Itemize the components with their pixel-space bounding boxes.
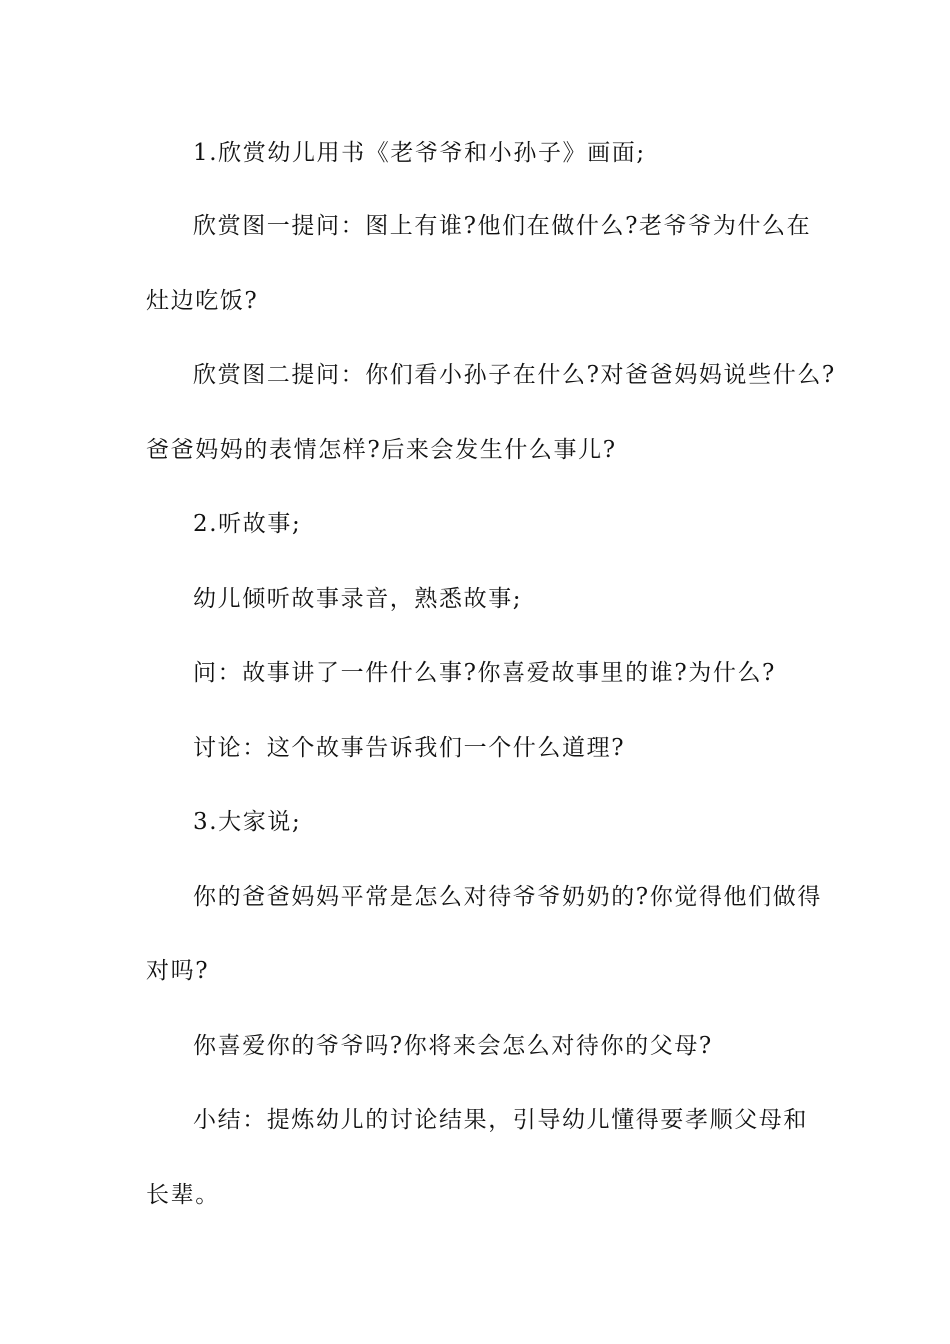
step-2-heading: 2.听故事; [193,511,302,537]
step-3-heading: 3.大家说; [193,809,302,835]
parents-question-line: 你的爸爸妈妈平常是怎么对待爷爷奶奶的?你觉得他们做得 [193,884,822,910]
summary-line-cont: 长辈。 [146,1182,220,1208]
story-question-line: 问：故事讲了一件什么事?你喜爱故事里的谁?为什么? [193,660,776,686]
grandpa-question-line: 你喜爱你的爷爷吗?你将来会怎么对待你的父母? [193,1033,713,1059]
listen-story-line: 幼儿倾听故事录音，熟悉故事; [193,586,523,612]
parents-question-cont: 对吗? [146,958,210,984]
step-1-heading: 1.欣赏幼儿用书《老爷爷和小孙子》画面; [193,140,646,166]
summary-line: 小结：提炼幼儿的讨论结果，引导幼儿懂得要孝顺父母和 [193,1107,808,1133]
discussion-line: 讨论：这个故事告诉我们一个什么道理? [193,735,626,761]
question-picture-1-cont: 灶边吃饭? [146,288,259,314]
question-picture-1: 欣赏图一提问：图上有谁?他们在做什么?老爷爷为什么在 [193,213,812,239]
question-picture-2-cont: 爸爸妈妈的表情怎样?后来会发生什么事儿? [146,437,617,463]
question-picture-2: 欣赏图二提问：你们看小孙子在什么?对爸爸妈妈说些什么? [193,362,836,388]
